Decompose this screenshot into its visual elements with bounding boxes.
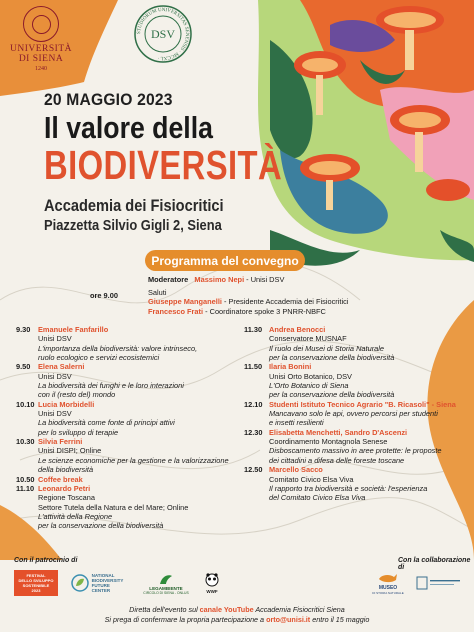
entry-talk: per la conservazione della biodiversità [38,521,164,531]
nbfc-logo [64,570,130,596]
entry-talk: della biodiversità [38,465,94,475]
logo-5-line2: DI STORIA NATURALE [372,591,404,595]
entry-talk: Disboscamento massivo in aree protette: le proposte [269,446,442,456]
accademia-emblem-icon [416,575,462,591]
schedule-entry [244,465,468,502]
entry-org: Unisi DISPI; Online [38,446,102,456]
entry-time: 11.10 [16,483,35,493]
entry-time: 12.50 [244,465,263,475]
entry-talk: e insetti resilienti [269,418,324,428]
entry-org: Coordinamento Montagnola Senese [269,437,388,447]
panda-icon [205,573,219,589]
hero-block [44,90,342,234]
entry-speaker: Elena Salerni [38,362,85,372]
schedule-entry [244,362,468,399]
patronage-label: Con il patrocinio di [14,557,78,564]
entry-org: Unisi DSV [38,334,72,344]
legambiente-swan-icon [158,572,174,586]
entry-talk: ruolo ecologico e servizi ecosistemici [38,353,160,363]
event-date: 20 MAGGIO 2023 [44,90,173,109]
schedule-right-column [244,325,468,503]
entry-time: 11.30 [244,325,263,334]
rsvp-email-link[interactable]: orto@unisi.it [266,615,311,624]
collaboration-logos [368,568,470,598]
entry-org: Comitato Civico Elsa Viva [269,474,354,484]
entry-speaker: Silvia Ferrini [38,437,83,447]
greeting-2-name: Francesco Frati [148,306,204,316]
entry-time: 10.50 [16,474,35,484]
dsv-seal-text: DSV [150,27,176,41]
entry-talk: L'Orto Botanico di Siena [269,381,349,391]
dsv-seal-ring-text: STUDIORUM UNIVERSITAS SENENSIS · MCCXL · [136,7,190,61]
unisi-logo [8,6,74,72]
logo-5-line1: MUSEO [378,585,398,591]
entry-org: Regione Toscana [38,493,95,503]
schedule-entry [16,400,238,437]
moderator-label: Moderatore [148,275,189,284]
greeting-1-name: Giuseppe Manganelli [148,297,222,307]
university-name-line2: DI SIENA [18,54,64,64]
nbfc-leaf-icon [71,574,89,592]
entry-time: 11.50 [244,362,263,372]
entry-speaker: Studenti Istituto Tecnico Agrario "B. Ricasoli" - Siena [269,399,456,409]
entry-talk: La biodiversità come fonte di principi attivi [38,418,175,428]
footer-line2-post: entro il 15 maggio [310,615,370,624]
entry-org: Unisi DSV [38,409,72,419]
logo-1-line3: SOSTENIBILE [22,583,50,588]
entry-talk: La biodiversità dei funghi e le loro interazioni [38,381,184,391]
collaboration-label: Con la collaborazione di [398,557,471,571]
footer-line1-pre: Diretta dell'evento sul [129,605,200,614]
dsv-seal-logo [133,4,193,64]
schedule-entry [244,400,468,428]
entry-talk: Il rapporto tra biodiversità e società: l'esperienza [269,483,428,493]
moderator-row [148,275,348,285]
footer-live-line [0,605,474,615]
logo-2-line3: FUTURE [91,583,110,588]
entry-talk: con il (resto del) mondo [38,390,116,400]
entry-talk: per lo sviluppo di terapie [38,427,119,437]
entry-time: 9.30 [16,325,31,334]
entry-speaker: Coffee break [38,474,83,484]
greeting-1 [148,297,348,307]
greeting-2-role: - Coordinatore spoke 3 PNRR-NBFC [203,306,326,316]
program-banner: Programma del convegno [145,250,305,271]
entry-time: 12.30 [244,427,263,437]
schedule-entry [16,362,238,399]
entry-speaker: Ilaria Bonini [269,362,312,372]
accademia-fisiocritici-logo [414,572,464,594]
logo-4: WWF [206,588,218,594]
logo-1-line2: DELLO SVILUPPO [18,578,54,583]
footer-line2-pre: Si prega di confermare la propria partecipazione a [104,615,267,624]
entry-time: 9.50 [16,362,31,372]
entry-speaker: Andrea Benocci [269,325,326,334]
wwf-logo [202,569,222,597]
entry-time: 12.10 [244,399,263,409]
schedule-left-column [16,325,238,531]
logo-3-line1: LEGAMBIENTE [149,585,183,591]
schedule-entry [244,428,468,465]
festival-sviluppo-sostenibile-logo [14,570,58,596]
footer-line1-post: Accademia Fisiocritici Siena [253,605,345,614]
entry-speaker: Elisabetta Menchetti, Sandro D'Ascenzi [269,427,408,437]
schedule-entry [16,325,238,362]
logo-1-line4: 2023 [31,588,41,593]
schedule-entry [16,475,238,484]
entry-org-2: Settore Tutela della Natura e del Mare; Online [38,502,189,512]
schedule-entry [244,325,468,362]
university-name-line1: UNIVERSITÀ [10,44,72,54]
entry-time: 10.10 [16,399,35,409]
venue-address: Piazzetta Silvio Gigli 2, Siena [44,217,222,234]
whale-icon [378,571,398,585]
youtube-channel-link[interactable]: canale YouTube [199,605,254,614]
greetings-title: Saluti [148,287,167,297]
schedule-entry [16,437,238,474]
unisi-seal-icon [23,6,59,42]
venue-name: Accademia dei Fisiocritici [44,196,224,215]
opening-time: ore 9.00 [90,291,118,300]
entry-time: 10.30 [16,437,35,447]
logo-2-line1: NATIONAL [91,573,115,578]
entry-talk: Le scienze economiche per la gestione e la valorizzazione [38,455,229,465]
moderator-org: - Unisi DSV [244,275,285,284]
event-title-line1: Il valore della [44,110,213,145]
university-year: 1240 [35,66,47,72]
footer-info-band [0,605,474,632]
entry-talk: dei cittadini a difesa delle foreste toscane [269,455,405,465]
footer-rsvp-line [0,615,474,625]
legambiente-logo [136,568,196,598]
entry-talk: L'importanza della biodiversità: valore intrinseco, [38,343,198,353]
museo-storia-naturale-logo [368,568,408,598]
entry-org: Unisi DSV [38,371,72,381]
moderator-name: Massimo Nepi [194,275,245,284]
event-title-line2: BIODIVERSITÀ [44,142,283,188]
entry-speaker: Marcello Sacco [269,465,323,475]
logo-3-line2: CIRCOLO DI SIENA - ONLUS [143,590,189,595]
patronage-logos [14,568,228,598]
schedule-entry [16,484,238,531]
program-intro [148,275,348,316]
entry-org: Conservatore MUSNAF [269,334,347,344]
entry-speaker: Emanuele Fanfarillo [38,325,109,334]
entry-talk: per la conservazione della biodiversità [269,353,395,363]
entry-talk: per la conservazione della biodiversità [269,390,395,400]
entry-talk: del Comitato Civico Elsa Viva [269,493,366,503]
greeting-1-role: - Presidente Accademia dei Fisiocritici [221,297,349,307]
logo-1-line1: FESTIVAL [26,573,46,578]
entry-talk: Mancavano solo le api, ovvero percorsi per studenti [269,409,438,419]
entry-talk: Il ruolo dei Musei di Storia Naturale [269,343,385,353]
entry-org: Unisi Orto Botanico, DSV [269,371,352,381]
logo-2-line2: BIODIVERSITY [91,578,124,583]
entry-speaker: Leonardo Petri [38,483,91,493]
entry-speaker: Lucia Morbidelli [38,399,95,409]
entry-talk: L'attività della Regione [38,511,113,521]
greeting-2 [148,307,348,317]
logo-2-line4: CENTER [91,588,111,593]
